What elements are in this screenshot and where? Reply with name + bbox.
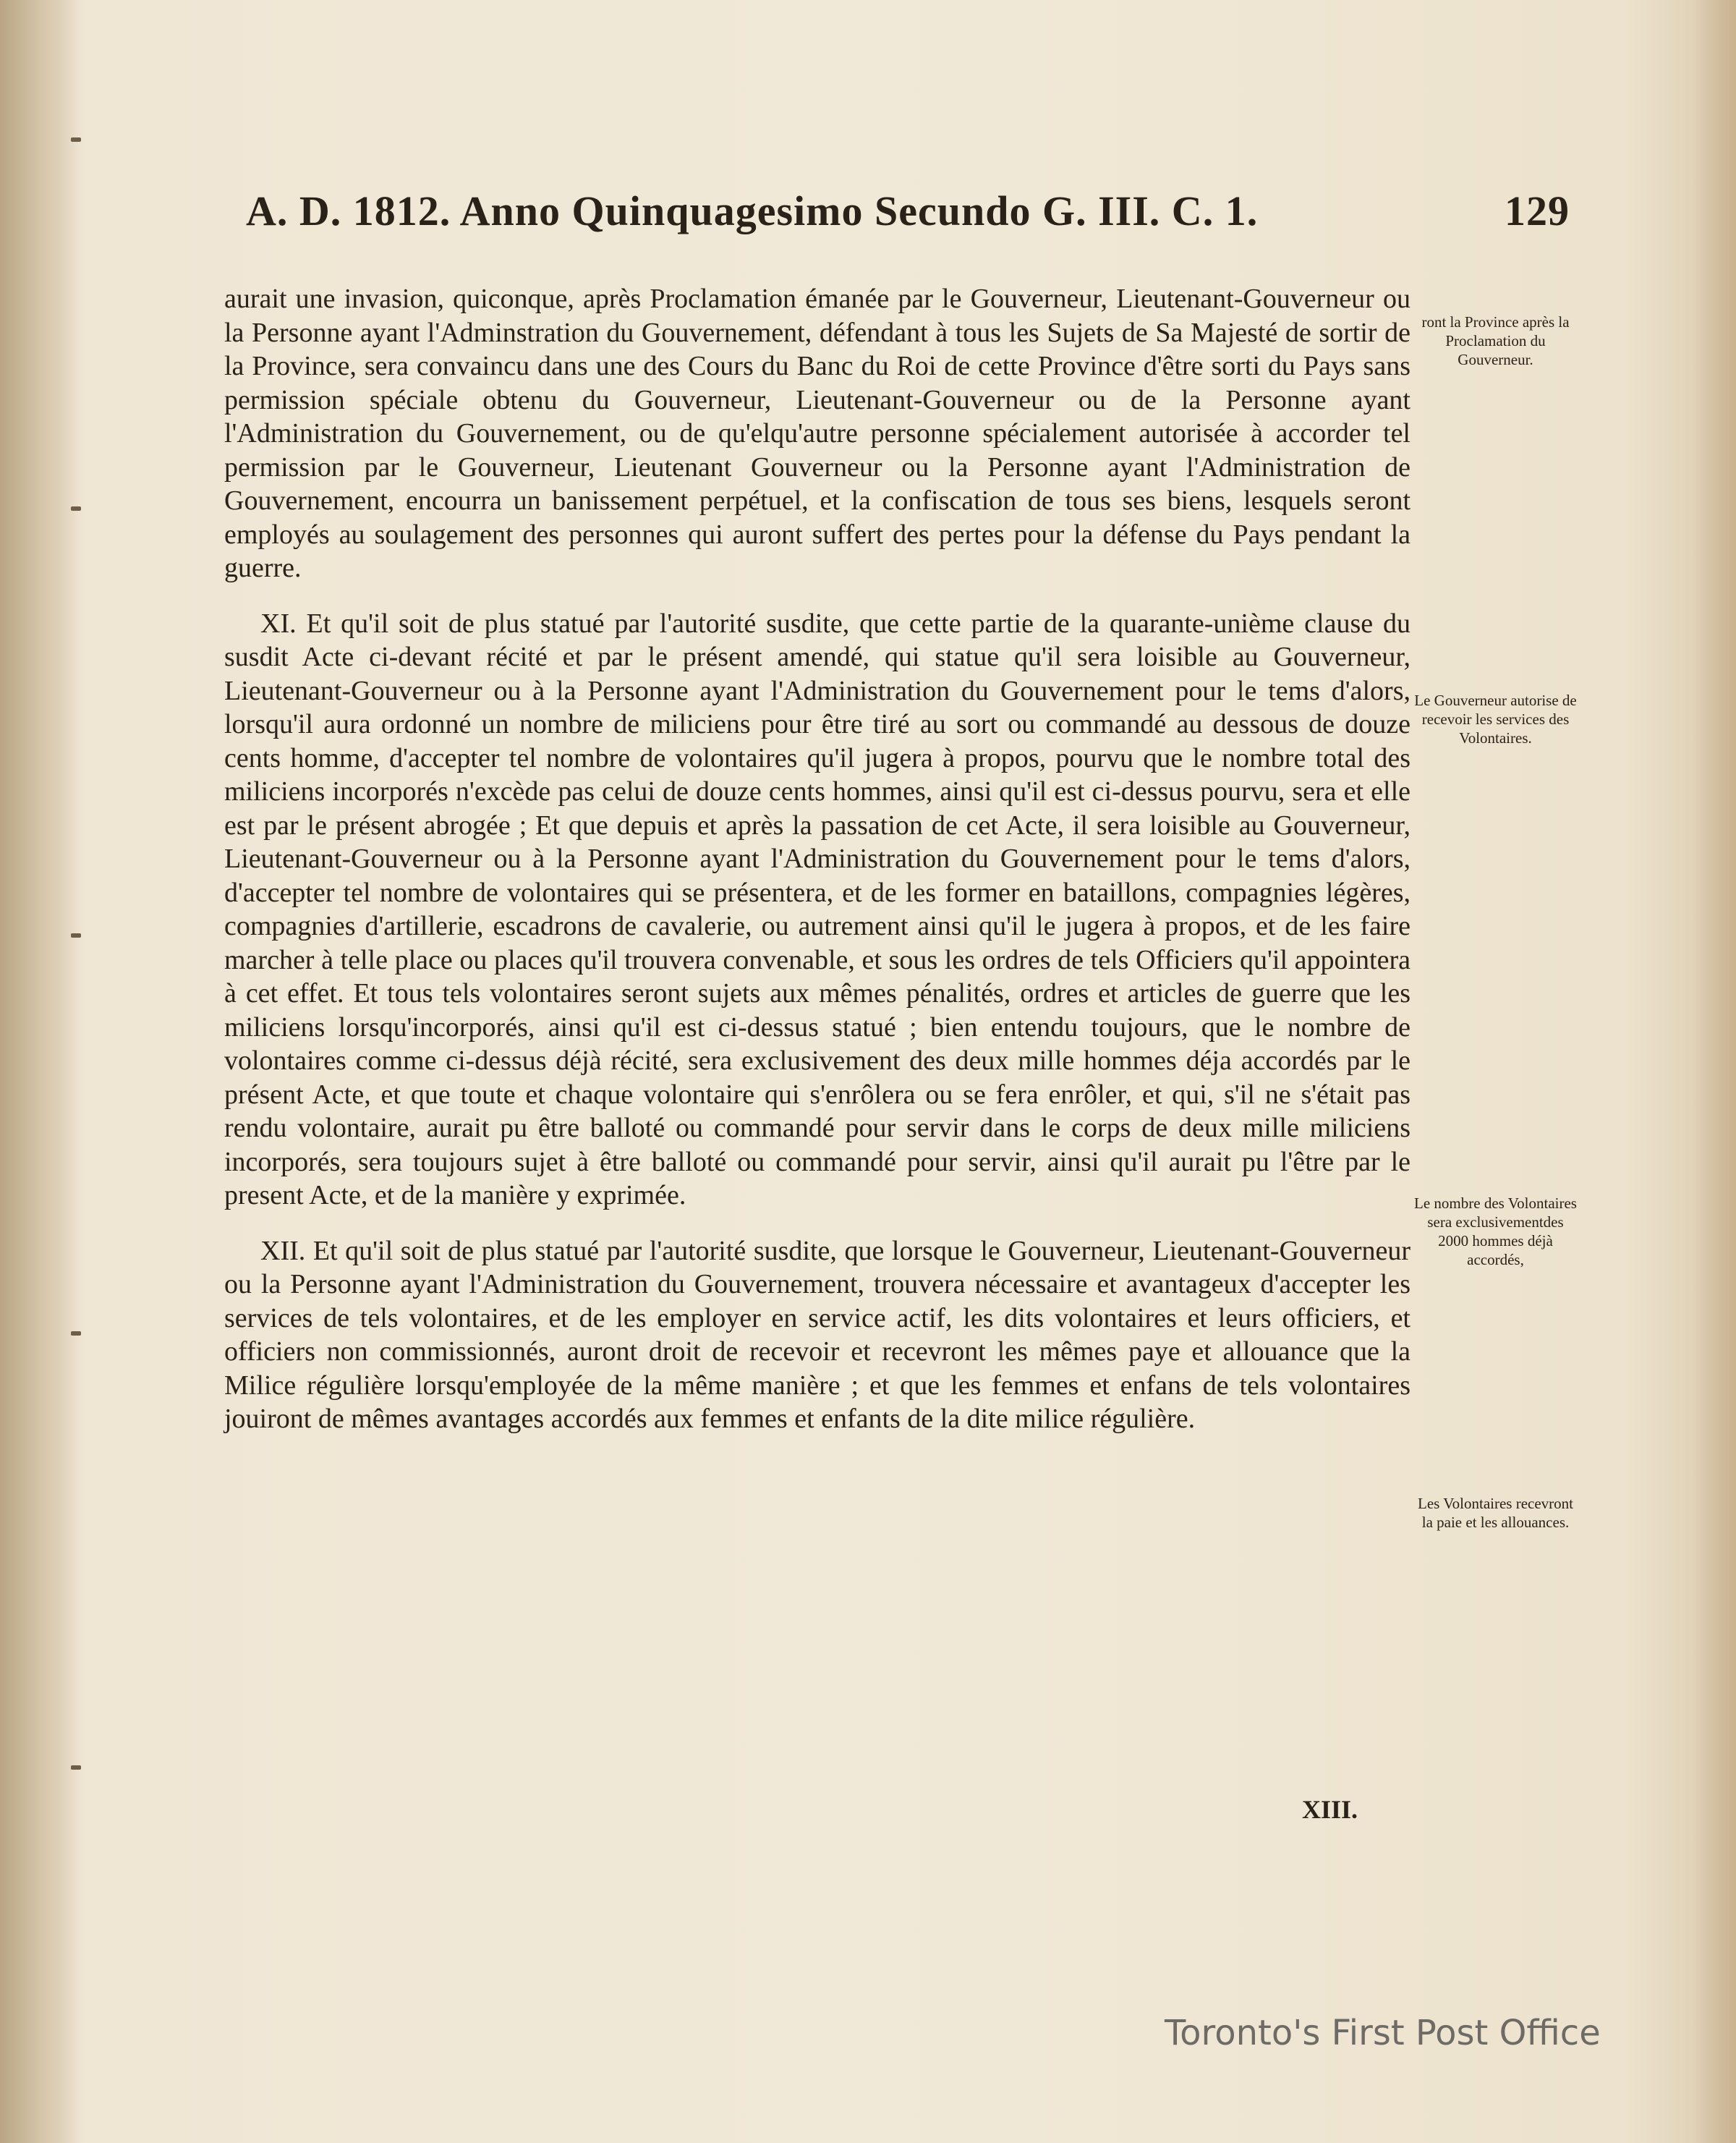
stitch-mark (71, 506, 81, 511)
stitch-mark (71, 933, 81, 938)
section-xi-text: XI. Et qu'il soit de plus statué par l'autorité susdite, que cette partie de la quarante-unième clause du susdit Acte ci-devant récité et par le présent amendé, qui statue qu'il sera loisible au Gouverneur, Lieutenant-Gouverneur ou à la Personne ayant l'Administration du Gouvernement pour le tems d'alors, lorsqu'il aura ordonné un nombre de miliciens pour être tiré au sort ou commandé au dessous de douze cents homme, d'accepter tel nombre de volontaires qu'il jugera à propos, pourvu que le nombre total des miliciens incorporés n'excède pas celui de douze cents hommes, ainsi qu'il est ci-dessus pourvu, sera et elle est par le présent abrogée ; Et que depuis et après la passation de cet Acte, il sera loisible au Gouverneur, Lieutenant-Gouverneur ou à la Personne ayant l'Administration du Gouvernement pour le tems d'alors, d'accepter tel nombre de volontaires qui se présentera, et de les former en bataillons, compagnies légères, compagnies d'artillerie, escadrons de cavalerie, ou autrement ainsi qu'il le jugera à propos, et de les faire marcher à telle place ou places qu'il trouvera convenable, et sous les ordres de tels Officiers qu'il appointera à cet effet. Et tous tels volontaires seront sujets aux mêmes pénalités, ordres et articles de guerre que les miliciens lorsqu'incorporés, ainsi qu'il est ci-dessus statué ; bien entendu toujours, que le nombre de volontaires comme ci-dessus déjà récité, sera exclusivement des deux mille hommes déja accordés par le présent Acte, et que toute et chaque volontaire qui s'enrôlera ou se fera enrôler, et qui, s'il ne s'était pas rendu volontaire, aurait pu être balloté ou commandé pour servir dans le corps de deux mille miliciens incorporés, sera toujours sujet à être balloté ou commandé pour servir, ainsi qu'il aurait pu l'être par le present Acte, et de la manière y exprimée. (224, 608, 1410, 1210)
paragraph-section-xii (224, 1234, 1410, 1436)
book-spine (0, 0, 80, 2143)
header-title: A. D. 1812. Anno Quinquagesimo Secundo G. III. C. 1. (246, 187, 1259, 234)
section-xii-text: XII. Et qu'il soit de plus statué par l'autorité susdite, que lorsque le Gouverneur, Lieutenant-Gouverneur ou la Personne ayant l'Administration du Gouvernement, trouvera nécessaire et avantageux d'accepter les services de tels volontaires, et de les employer en service actif, les dits volontaires et leurs officiers, et officiers non commissionnés, auront droit de recevoir et recevront les mêmes paye et allouance que la Milice régulière lorsqu'employée de la même manière ; et que les femmes et enfans de tels volontaires jouiront de mêmes avantages accordés aux femmes et enfants de la dite milice régulière. (224, 1235, 1410, 1434)
margin-note-pay: Les Volontaires recevront la paie et les allouances. (1418, 1495, 1573, 1531)
margin-note-number: Le nombre des Volontaires sera exclusivementdes 2000 hommes déjà accordés, (1414, 1194, 1577, 1268)
stitch-mark (71, 1331, 81, 1336)
stitch-mark (71, 1765, 81, 1770)
margin-note-proclamation: ront la Province après la Proclamation du Gouverneur. (1421, 313, 1570, 368)
running-header (246, 187, 1570, 252)
catchword: XIII. (1302, 1795, 1358, 1824)
watermark: Toronto's First Post Office (1165, 2013, 1601, 2053)
paragraph-section-xi (224, 607, 1410, 1213)
body-text (224, 282, 1410, 1458)
margin-note-volunteers: Le Gouverneur autorise de recevoir les services des Volontaires. (1414, 692, 1577, 747)
stitch-mark (71, 137, 81, 142)
page-number: 129 (1505, 187, 1570, 234)
paragraph-continuation: aurait une invasion, quiconque, après Proclamation émanée par le Gouverneur, Lieutenant-Gouverneur ou la Personne ayant l'Adminstration du Gouvernement, défendant à tous les Sujets de Sa Majesté de sortir de la Province, sera convaincu dans une des Cours du Banc du Roi de cette Province d'être sorti du Pays sans permission spéciale obtenu du Gouverneur, Lieutenant-Gouverneur ou de la Personne ayant l'Administration du Gouvernement, ou de qu'elqu'autre personne spécialement autorisée à accorder tel permission par le Gouverneur, Lieutenant Gouverneur ou la Personne ayant l'Administration de Gouvernement, encourra un banissement perpétuel, et la confiscation de tous ses biens, lesquels seront employés au soulagement des personnes qui auront suffert des pertes pour la défense du Pays pendant la guerre. (224, 284, 1410, 583)
page-edge (1693, 0, 1736, 2143)
